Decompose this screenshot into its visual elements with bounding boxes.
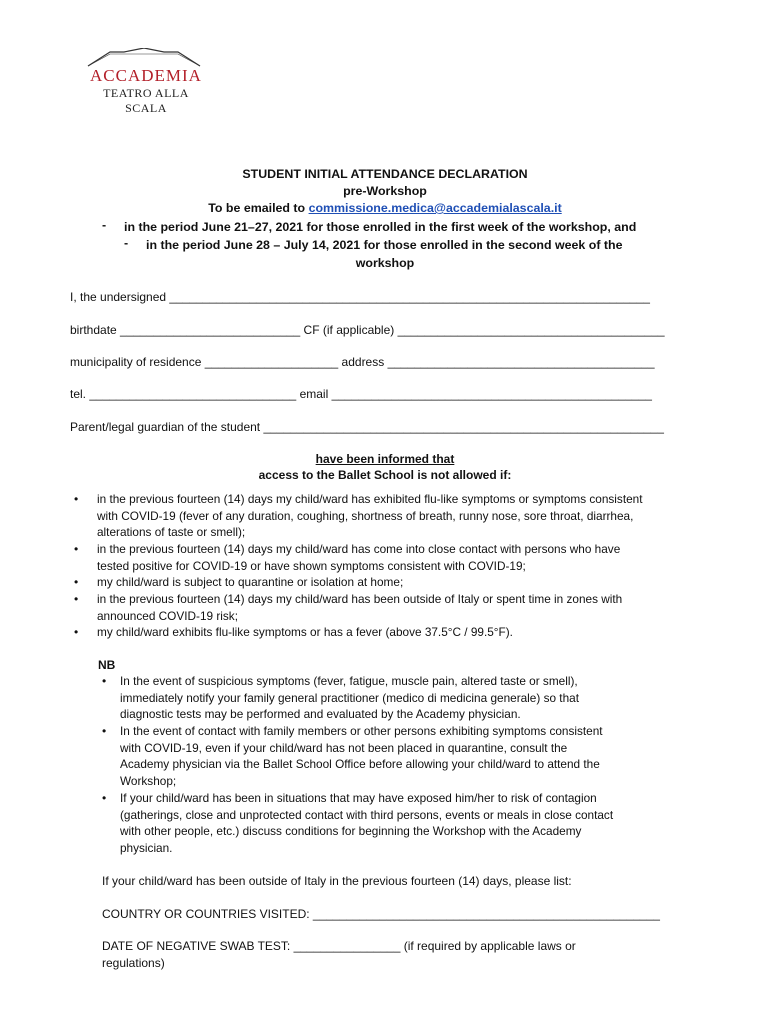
email-link[interactable]: commissione.medica@accademialascala.it — [308, 201, 562, 215]
bullet-icon: • — [102, 674, 107, 688]
document-subtitle: pre-Workshop — [343, 184, 427, 198]
undersigned-field[interactable]: I, the undersigned ________________________________________________________________________ — [70, 290, 650, 304]
bullet-icon: • — [102, 724, 107, 738]
nb-line: In the event of contact with family members or other persons exhibiting symptoms consistent — [120, 724, 603, 738]
document-title: STUDENT INITIAL ATTENDANCE DECLARATION — [242, 167, 528, 181]
guardian-field[interactable]: Parent/legal guardian of the student ____________________________________________________________ — [70, 420, 664, 434]
nb-line: with other people, etc.) discuss conditions for beginning the Workshop with the Academy — [120, 824, 582, 838]
nb-line: immediately notify your family general practitioner (medico di medicina generale) so that — [120, 690, 579, 705]
nb-item — [120, 673, 660, 723]
logo-line-2: TEATRO ALLA SCALA — [103, 86, 189, 115]
dash-1: - — [102, 218, 107, 232]
travel-intro: If your child/ward has been outside of Italy in the previous fourteen (14) days, please list: — [102, 874, 572, 888]
informed-heading: have been informed that — [315, 452, 455, 466]
nb-line: (gatherings, close and unprotected contact with third persons, events or meals in close contact — [120, 807, 614, 822]
condition-line: tested positive for COVID-19 or have shown symptoms consistent with COVID-19; — [97, 558, 526, 573]
period-2-line-1: in the period June 28 – July 14, 2021 for those enrolled in the second week of the — [146, 238, 623, 252]
condition-line: my child/ward exhibits flu-like symptoms or has a fever (above 37.5°C / 99.5°F). — [97, 625, 513, 639]
condition-line: in the previous fourteen (14) days my child/ward has been outside of Italy or spent time in zones with — [97, 592, 623, 606]
nb-line: Workshop; — [120, 773, 177, 788]
condition-line: alterations of taste or smell); — [97, 525, 246, 539]
birthdate-cf-field[interactable]: birthdate ___________________________ CF (if applicable) ________________________________________ — [70, 323, 665, 337]
condition-item — [97, 624, 697, 641]
dash-2: - — [124, 236, 129, 250]
nb-line: diagnostic tests may be performed and evaluated by the Academy physician. — [120, 707, 521, 721]
bullet-icon: • — [74, 575, 79, 589]
condition-line: with COVID-19 (fever of any duration, coughing, shortness of breath, runny nose, sore throat, diarrhea, — [97, 508, 634, 523]
condition-line: announced COVID-19 risk; — [97, 608, 238, 623]
bullet-icon: • — [74, 492, 79, 506]
nb-item — [120, 723, 660, 789]
accademia-logo — [82, 48, 207, 115]
condition-item — [97, 591, 697, 624]
nb-label: NB — [98, 658, 116, 672]
swab-test-field[interactable]: DATE OF NEGATIVE SWAB TEST: ________________ (if required by applicable laws or — [102, 939, 576, 953]
condition-line: in the previous fourteen (14) days my child/ward has exhibited flu-like symptoms or symptoms consistent — [97, 492, 643, 506]
nb-item — [120, 790, 660, 856]
condition-item — [97, 574, 697, 591]
nb-line: In the event of suspicious symptoms (fever, fatigue, muscle pain, altered taste or smell), — [120, 674, 578, 688]
nb-line: If your child/ward has been in situations that may have exposed him/her to risk of contagion — [120, 791, 597, 805]
bullet-icon: • — [74, 592, 79, 606]
condition-line: my child/ward is subject to quarantine or isolation at home; — [97, 575, 404, 589]
email-instruction — [70, 200, 700, 216]
email-prefix: To be emailed to — [208, 201, 309, 215]
nb-line: physician. — [120, 840, 173, 855]
countries-visited-field[interactable]: COUNTRY OR COUNTRIES VISITED: ____________________________________________________ — [102, 907, 660, 921]
period-1: in the period June 21–27, 2021 for those enrolled in the first week of the workshop, and — [124, 220, 637, 234]
period-2-line-2: workshop — [355, 256, 415, 270]
nb-line: Academy physician via the Ballet School Office before allowing your child/ward to attend the — [120, 757, 600, 771]
bullet-icon: • — [74, 625, 79, 639]
condition-line: in the previous fourteen (14) days my child/ward has come into close contact with persons who have — [97, 542, 621, 556]
logo-line-1: ACCADEMIA — [90, 66, 202, 85]
swab-test-field-cont: regulations) — [102, 956, 165, 970]
bullet-icon: • — [74, 542, 79, 556]
condition-item — [97, 491, 697, 541]
not-allowed-heading: access to the Ballet School is not allowed if: — [258, 468, 512, 482]
condition-item — [97, 541, 697, 574]
tel-email-field[interactable]: tel. _______________________________ email ________________________________________________ — [70, 387, 652, 401]
bullet-icon: • — [102, 791, 107, 805]
nb-line: with COVID-19, even if your child/ward has not been placed in quarantine, consult the — [120, 740, 568, 755]
residence-address-field[interactable]: municipality of residence ____________________ address ________________________________________ — [70, 355, 655, 369]
